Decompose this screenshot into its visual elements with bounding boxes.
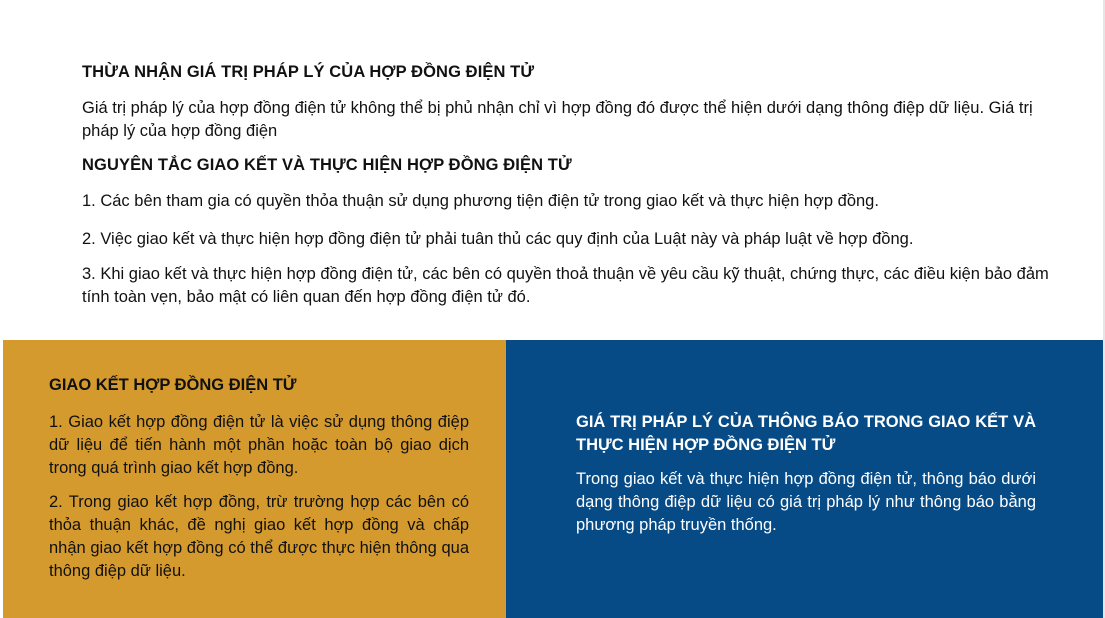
section-paragraph-legal-value: Giá trị pháp lý của hợp đồng điện tử không thể bị phủ nhận chỉ vì hợp đồng đó được thể hiện dưới dạng thông điệp dữ liệu. Giá trị pháp lý của hợp đồng điện: [82, 99, 1033, 140]
principle-item-1: 1. Các bên tham gia có quyền thỏa thuận sử dụng phương tiện điện tử trong giao kết và thực hiện hợp đồng.: [82, 192, 879, 210]
right-panel-heading: GIÁ TRỊ PHÁP LÝ CỦA THÔNG BÁO TRONG GIAO KẾT VÀ THỰC HIỆN HỢP ĐỒNG ĐIỆN TỬ: [576, 413, 1036, 454]
section-heading-principles: NGUYÊN TẮC GIAO KẾT VÀ THỰC HIỆN HỢP ĐỒNG ĐIỆN TỬ: [82, 156, 572, 174]
principle-item-3: 3. Khi giao kết và thực hiện hợp đồng điện tử, các bên có quyền thoả thuận về yêu cầu kỹ thuật, chứng thực, các điều kiện bảo đảm tính toàn vẹn, bảo mật có liên quan đến hợp đồng điện tử đó.: [82, 265, 1049, 306]
left-panel-contract-formation: [3, 340, 506, 618]
left-panel-item-1: 1. Giao kết hợp đồng điện tử là việc sử dụng thông điệp dữ liệu để tiến hành một phần hoặc toàn bộ giao dịch trong quá trình giao kết hợp đồng.: [49, 413, 469, 477]
right-panel-notice-legal-value: [506, 340, 1103, 618]
left-panel-item-2: 2. Trong giao kết hợp đồng, trừ trường hợp các bên có thỏa thuận khác, đề nghị giao kết hợp đồng và chấp nhận giao kết hợp đồng có thể được thực hiện thông qua thông điệp dữ liệu.: [49, 493, 469, 580]
principle-item-2: 2. Việc giao kết và thực hiện hợp đồng điện tử phải tuân thủ các quy định của Luật này và pháp luật về hợp đồng.: [82, 230, 914, 248]
right-panel-paragraph: Trong giao kết và thực hiện hợp đồng điện tử, thông báo dưới dạng thông điệp dữ liệu có giá trị pháp lý như thông báo bằng phương pháp truyền thống.: [576, 470, 1036, 534]
left-panel-heading: GIAO KẾT HỢP ĐỒNG ĐIỆN TỬ: [49, 376, 297, 394]
section-heading-legal-value: THỪA NHẬN GIÁ TRỊ PHÁP LÝ CỦA HỢP ĐỒNG ĐIỆN TỬ: [82, 63, 535, 81]
